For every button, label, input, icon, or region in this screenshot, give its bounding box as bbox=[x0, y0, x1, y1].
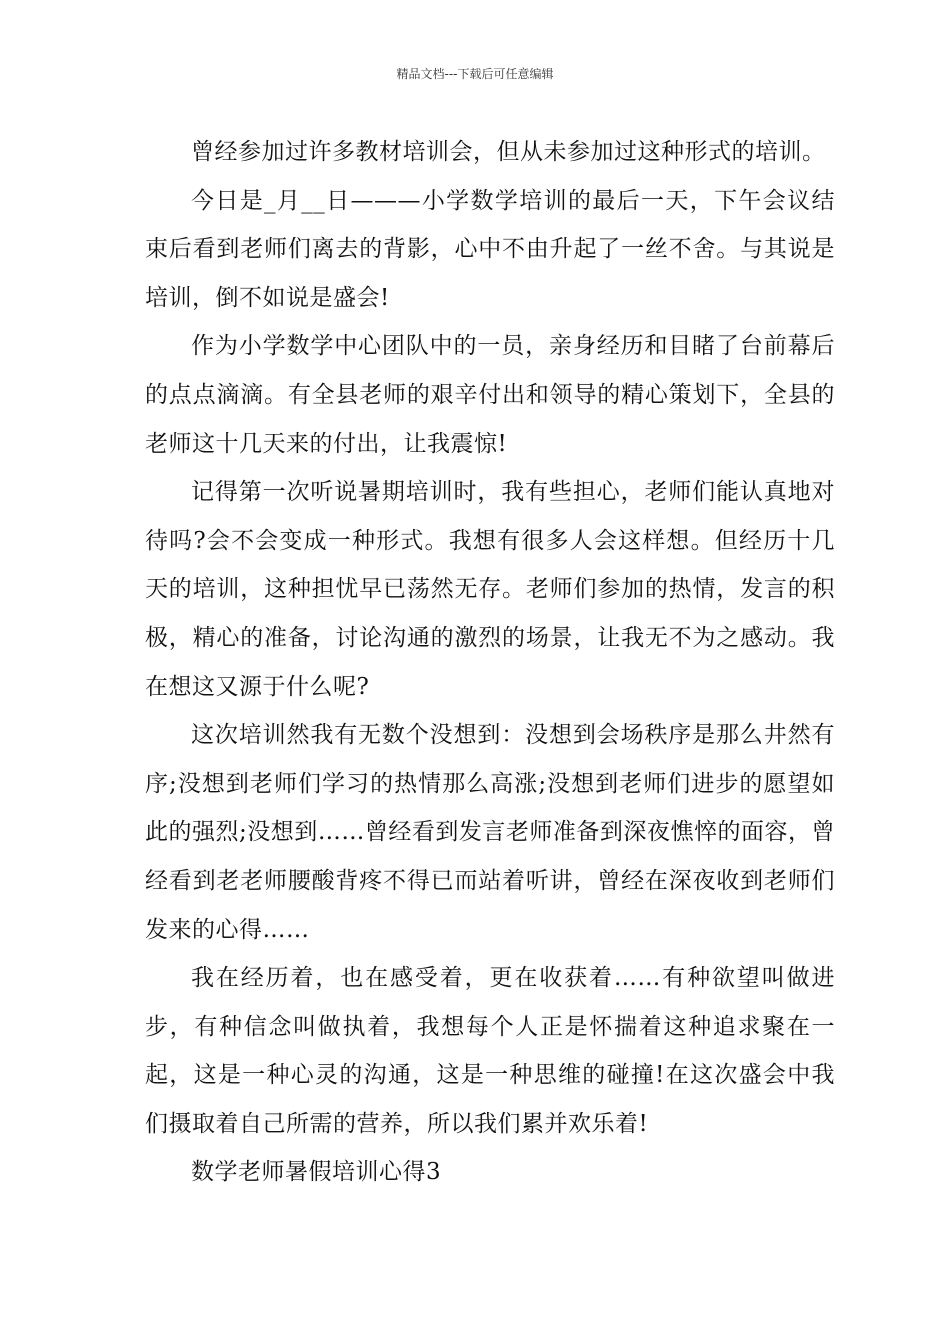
paragraph-3: 作为小学数学中心团队中的一员，亲身经历和目睹了台前幕后的点点滴滴。有全县老师的艰辛付出和领导的精心策划下，全县的老师这十几天来的付出，让我震惊! bbox=[145, 333, 835, 457]
section-heading: 数学老师暑假培训心得3 bbox=[191, 1159, 442, 1186]
paragraph-2: 今日是_月__日———小学数学培训的最后一天，下午会议结束后看到老师们离去的背影，心中不由升起了一丝不舍。与其说是培训，倒不如说是盛会! bbox=[145, 187, 835, 311]
document-body bbox=[145, 128, 835, 1197]
paragraph-5: 这次培训然我有无数个没想到：没想到会场秩序是那么井然有序;没想到老师们学习的热情那么高涨;没想到老师们进步的愿望如此的强烈;没想到……曾经看到发言老师准备到深夜憔悴的面容，曾经看到老老师腰酸背疼不得已而站着听讲，曾经在深夜收到老师们发来的心得…… bbox=[145, 722, 835, 943]
paragraph-4: 记得第一次听说暑期培训时，我有些担心，老师们能认真地对待吗?会不会变成一种形式。我想有很多人会这样想。但经历十几天的培训，这种担忧早已荡然无存。老师们参加的热情，发言的积极，精心的准备，讨论沟通的激烈的场景，让我无不为之感动。我在想这又源于什么呢? bbox=[145, 479, 835, 700]
page-header: 精品文档---下载后可任意编辑 bbox=[396, 67, 554, 81]
paragraph-6: 我在经历着，也在感受着，更在收获着……有种欲望叫做进步，有种信念叫做执着，我想每个人正是怀揣着这种追求聚在一起，这是一种心灵的沟通，这是一种思维的碰撞!在这次盛会中我们摄取着自己所需的营养，所以我们累并欢乐着! bbox=[145, 965, 835, 1137]
paragraph-1: 曾经参加过许多教材培训会，但从未参加过这种形式的培训。 bbox=[191, 139, 826, 165]
